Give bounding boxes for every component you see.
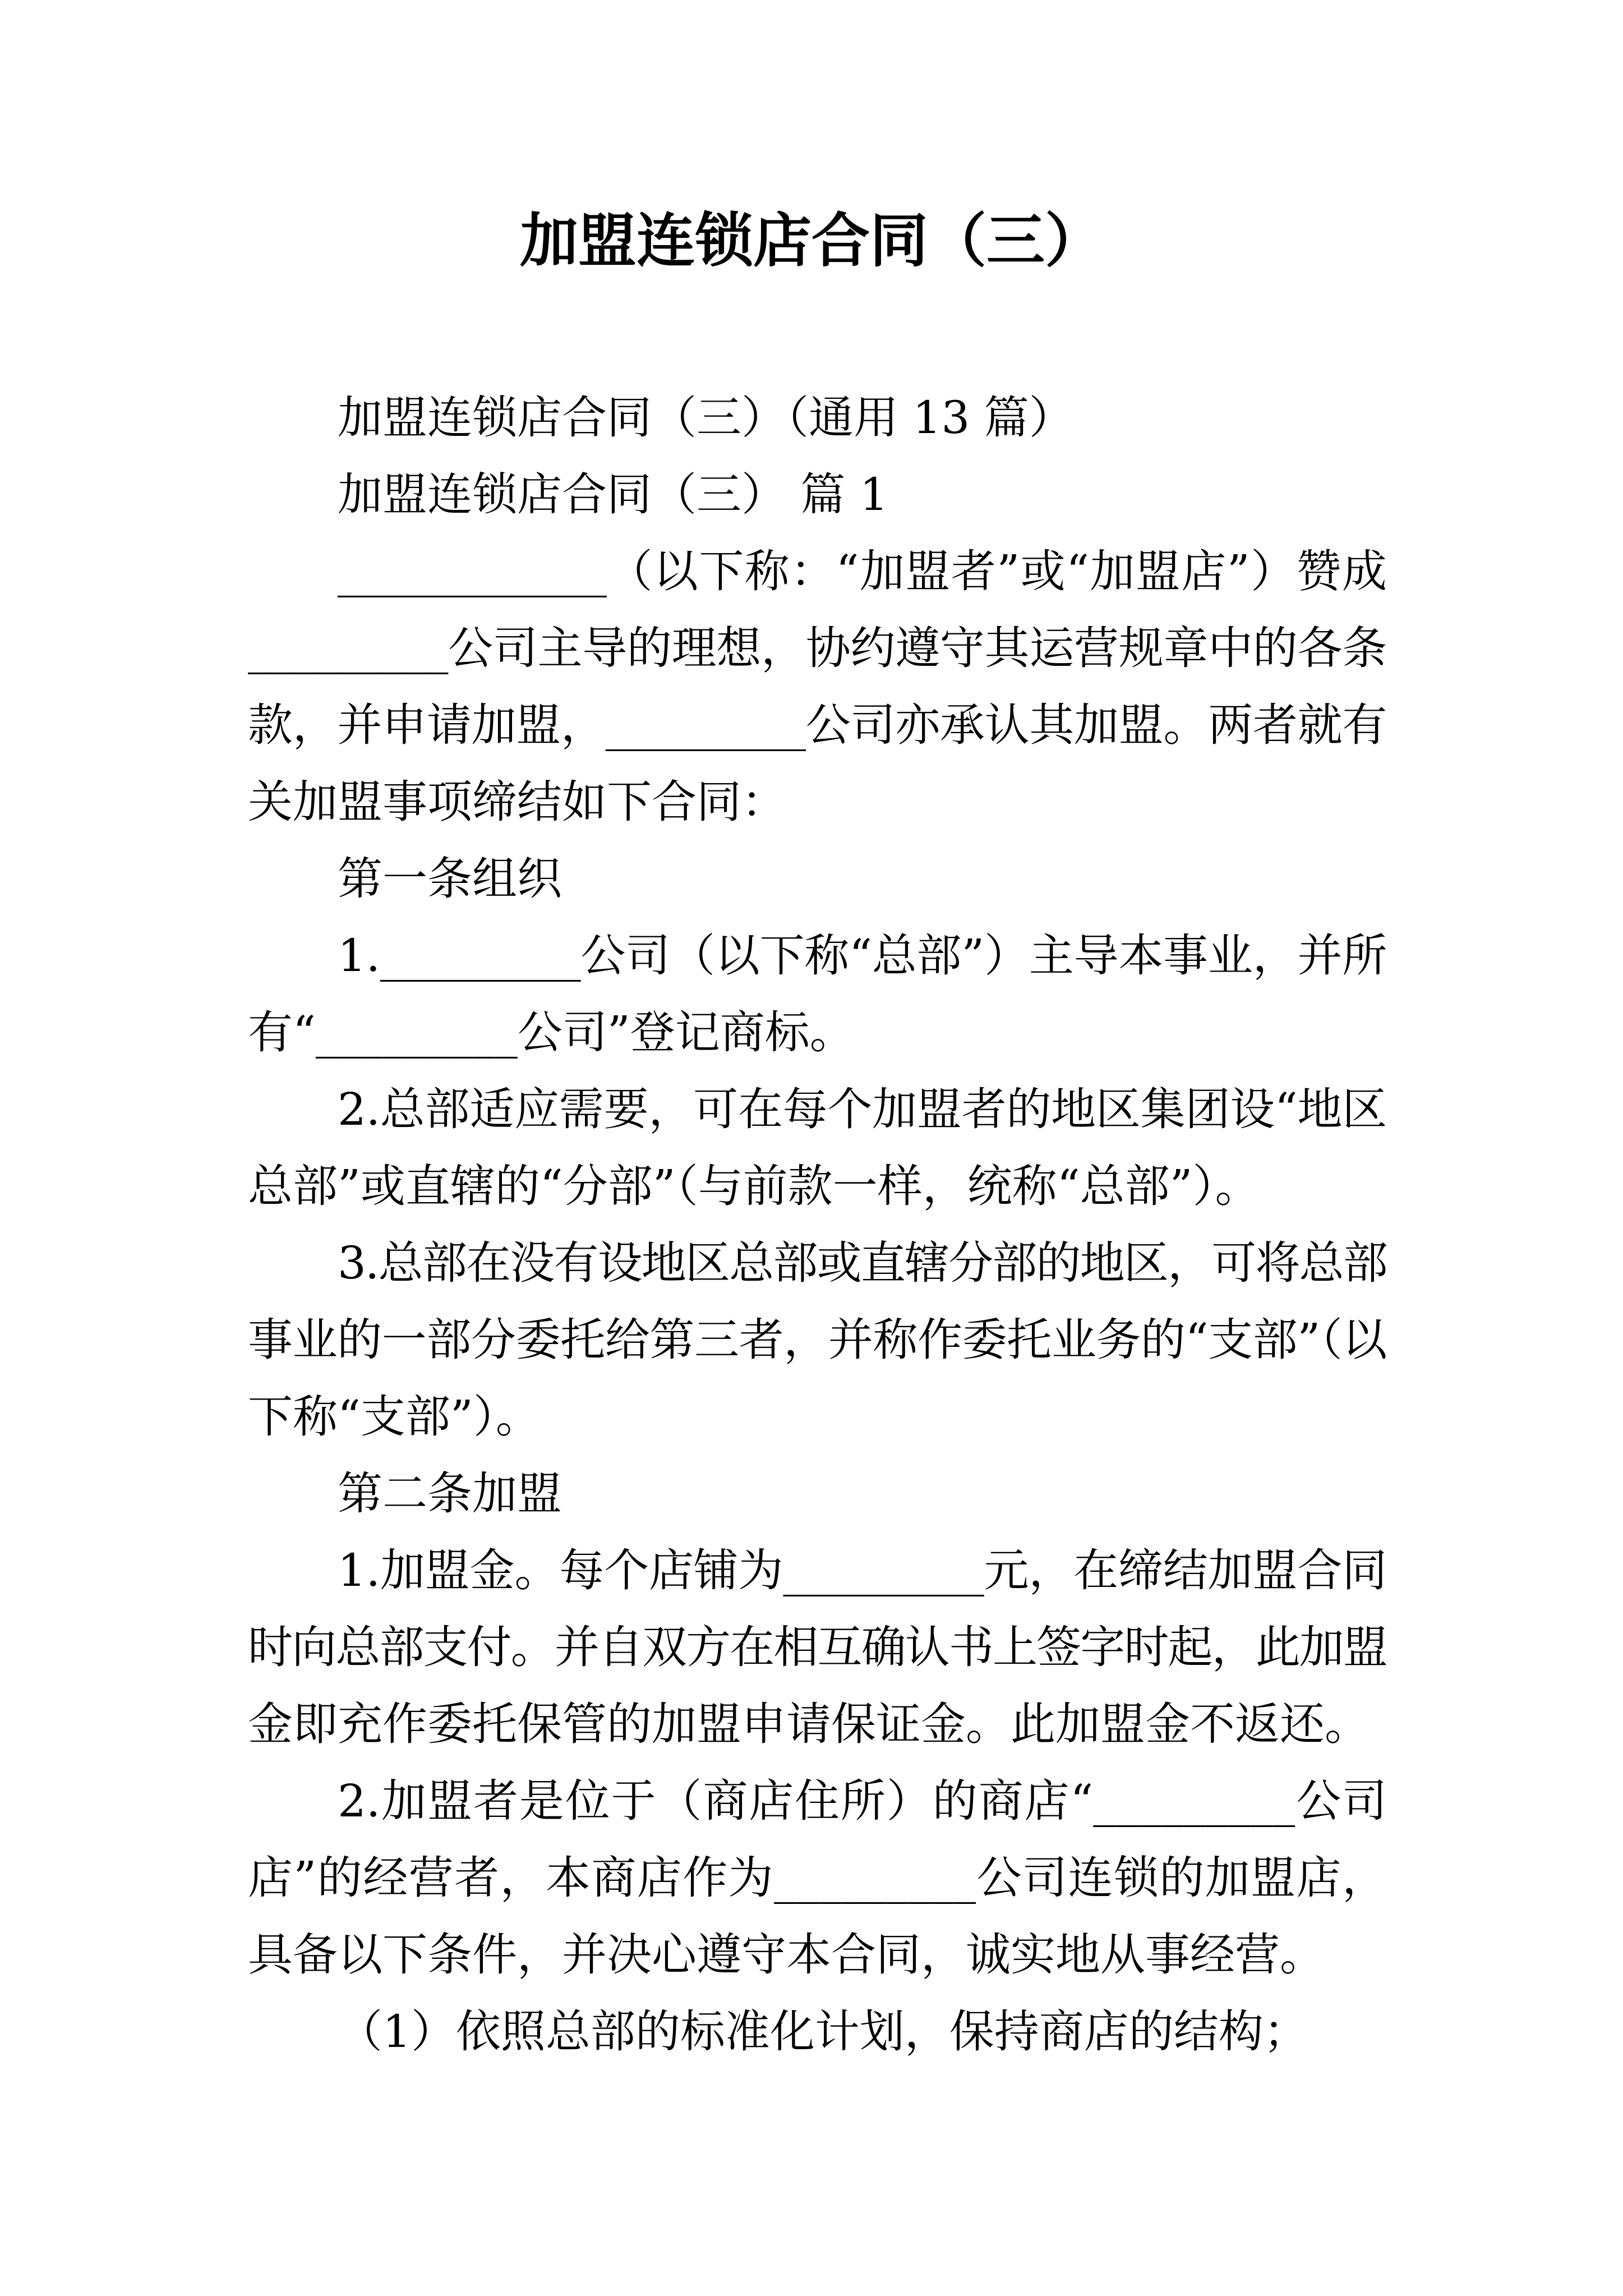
text-line: 事业的一部分委托给第三者，并称作委托业务的“支部”（以 — [248, 1314, 1387, 1366]
text-line: 款，并申请加盟，_________公司亦承认其加盟。两者就有 — [248, 699, 1387, 751]
text-line: 第二条加盟 — [338, 1467, 562, 1520]
clause-paragraph — [248, 1532, 1387, 1763]
clause-paragraph — [248, 917, 1387, 1071]
document-title: 加盟连锁店合同（三） — [519, 206, 1103, 275]
text-line: 时向总部支付。并自双方在相互确认书上签字时起，此加盟 — [248, 1621, 1387, 1673]
text-line: 有“_________公司”登记商标。 — [248, 1006, 855, 1059]
text-line: 1.加盟金。每个店铺为_________元，在缔结加盟合同 — [338, 1544, 1387, 1596]
collection-heading — [248, 379, 1387, 456]
text-line: 2.加盟者是位于（商店住所）的商店“_________公司 — [338, 1775, 1387, 1827]
article-heading — [248, 840, 1387, 917]
chapter-heading — [248, 456, 1387, 533]
clause-paragraph — [248, 1763, 1387, 1993]
text-line: 加盟连锁店合同（三）（通用 13 篇） — [338, 392, 1074, 444]
text-line: 店”的经营者，本商店作为_________公司连锁的加盟店， — [248, 1852, 1387, 1904]
text-line: 金即充作委托保管的加盟申请保证金。此加盟金不返还。 — [248, 1698, 1370, 1750]
text-line: 下称“支部”）。 — [248, 1391, 541, 1443]
clause-paragraph — [248, 1225, 1387, 1455]
text-line: 总部”或直辖的“分部”（与前款一样，统称“总部”）。 — [248, 1160, 1260, 1212]
text-line: 3.总部在没有设地区总部或直辖分部的地区，可将总部 — [338, 1237, 1387, 1289]
sub-clause-paragraph — [248, 1993, 1387, 2070]
clause-paragraph — [248, 1071, 1387, 1225]
paragraph-preamble — [248, 533, 1387, 840]
text-line: 第一条组织 — [338, 853, 562, 905]
text-line: 关加盟事项缔结如下合同： — [248, 776, 786, 828]
text-line: 具备以下条件，并决心遵守本合同，诚实地从事经营。 — [248, 1929, 1325, 1981]
text-line: 2.总部适应需要，可在每个加盟者的地区集团设“地区 — [338, 1083, 1387, 1135]
text-line: ____________（以下称：“加盟者”或“加盟店”）赞成 — [338, 545, 1387, 597]
article-heading — [248, 1455, 1387, 1532]
text-line: 加盟连锁店合同（三） 篇 1 — [338, 468, 888, 521]
text-line: 1._________公司（以下称“总部”）主导本事业，并所 — [338, 930, 1387, 982]
text-line: _________公司主导的理想，协约遵守其运营规章中的各条 — [248, 622, 1387, 674]
text-line: （1）依照总部的标准化计划，保持商店的结构； — [338, 2005, 1308, 2058]
document-body — [248, 379, 1387, 2070]
